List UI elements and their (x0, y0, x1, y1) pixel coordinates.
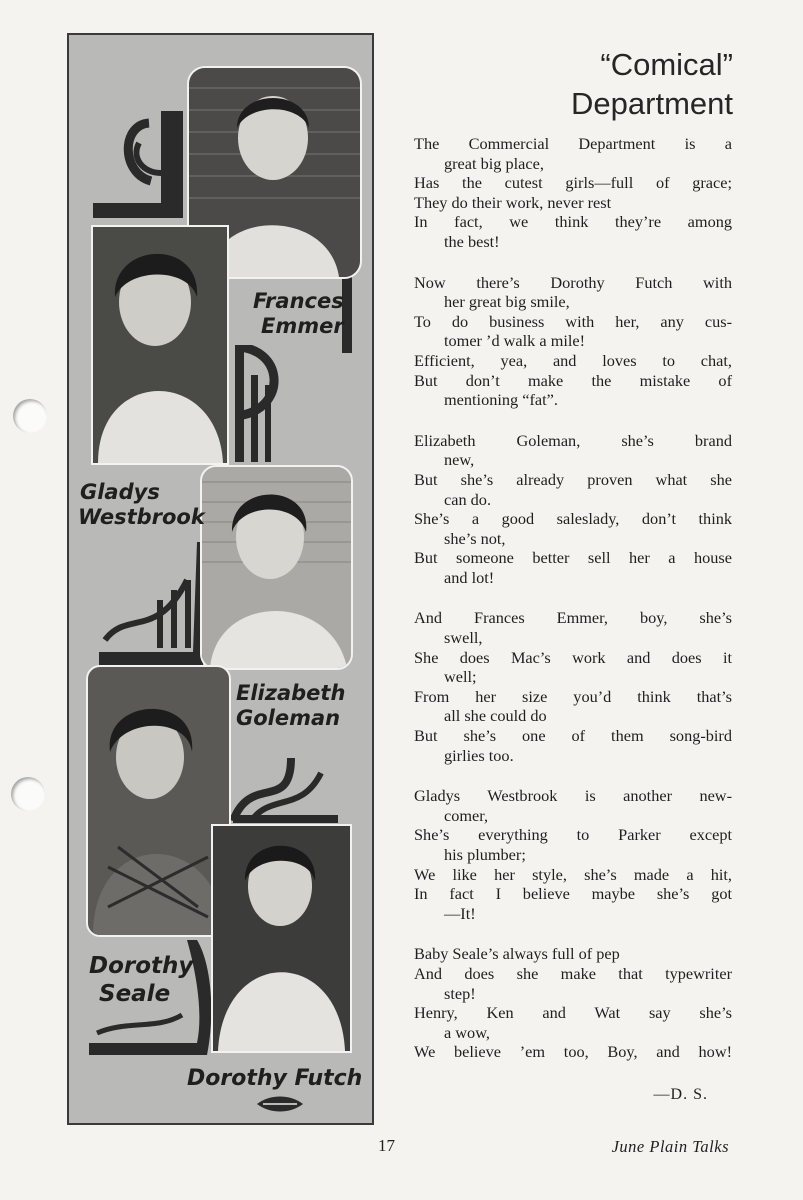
label-frances-emmer: Frances Emmer (253, 289, 344, 338)
poem-line: can do. (444, 489, 492, 509)
poem-line: mentioning “fat”. (444, 390, 558, 410)
poem-line: In fact, we think they’re among (414, 212, 732, 232)
poem-line: his plumber; (444, 845, 526, 864)
art-deco-ornament-lower-left (97, 540, 205, 668)
label-gladys-westbrook: Gladys Westbrook (78, 480, 205, 529)
label-elizabeth-goleman: Elizabeth Goleman (236, 681, 346, 730)
poem-line: But someone better sell her a house (414, 548, 732, 568)
poem-line: all she could do (444, 706, 547, 726)
poem-stanza (414, 944, 732, 1062)
photo-gladys-westbrook (91, 225, 229, 465)
poem (414, 134, 732, 1083)
photo-dorothy-seale (86, 665, 231, 937)
poem-line: We believe ’em too, Boy, and how! (414, 1042, 732, 1062)
poem-line: She’s a good saleslady, don’t think (414, 509, 732, 529)
poem-line: In fact I believe maybe she’s got (414, 884, 732, 904)
poem-line: she’s not, (444, 528, 506, 548)
poem-line: And Frances Emmer, boy, she’s (414, 608, 732, 628)
poem-line: Gladys Westbrook is another new- (414, 786, 732, 806)
poem-line: She does Mac’s work and does it (414, 647, 732, 667)
poem-line: girlies too. (444, 745, 514, 765)
poem-line: the best! (444, 231, 500, 251)
poem-stanza (414, 608, 732, 765)
binder-hole-bottom (11, 777, 45, 811)
poem-line: But she’s one of them song-bird (414, 726, 732, 746)
poem-stanza (414, 134, 732, 252)
label-dorothy-futch: Dorothy Futch (187, 1066, 363, 1091)
poem-stanza (414, 273, 732, 410)
poem-line: Has the cutest girls—full of grace; (414, 173, 732, 193)
poem-line: Elizabeth Goleman, she’s brand (414, 430, 732, 450)
poem-stanza (414, 431, 732, 588)
poem-line: Henry, Ken and Wat say she’s (414, 1003, 732, 1023)
poem-line: new, (444, 450, 475, 470)
poem-line: Baby Seale’s always full of pep (414, 944, 620, 964)
poem-line: a wow, (444, 1022, 490, 1042)
poem-stanza (414, 786, 732, 923)
photo-dorothy-futch (211, 824, 352, 1053)
poem-line: comer, (444, 805, 489, 825)
poem-line: But don’t make the mistake of (414, 370, 732, 390)
poem-line: and lot! (444, 567, 495, 587)
poem-line: From her size you’d think that’s (414, 686, 732, 706)
poem-line: Now there’s Dorothy Futch with (414, 272, 732, 292)
page-title-line-1: “Comical” (600, 47, 733, 82)
photo-collage-panel (67, 33, 374, 1125)
poem-line: To do business with her, any cus- (414, 311, 732, 331)
poem-line: well; (444, 667, 477, 687)
poem-line: great big place, (444, 153, 544, 173)
label-dorothy-seale: Dorothy Seale (89, 953, 194, 1007)
page-title-line-2: Department (571, 86, 733, 121)
photo-elizabeth-goleman (200, 465, 353, 670)
poem-line: swell, (444, 628, 483, 648)
art-deco-ornament-lower-right (231, 753, 341, 825)
poem-line: Efficient, yea, and loves to chat, (414, 350, 732, 370)
signature: —D. S. (653, 1086, 708, 1103)
art-deco-ornament-middle (233, 345, 293, 465)
page-number: 17 (378, 1136, 395, 1155)
poem-line: —It! (444, 903, 476, 923)
poem-line: And does she make that typewriter (414, 963, 732, 983)
leaf-flourish-icon (255, 1094, 305, 1114)
publication-title: June Plain Talks (611, 1137, 729, 1156)
poem-line: She’s everything to Parker except (414, 825, 732, 845)
poem-line: her great big smile, (444, 292, 570, 312)
poem-line: tomer ’d walk a mile! (444, 331, 586, 351)
poem-line: step! (444, 983, 476, 1003)
poem-line: They do their work, never rest (414, 192, 612, 212)
poem-line: But she’s already proven what she (414, 469, 732, 489)
binder-hole-top (13, 399, 47, 433)
poem-line: We like her style, she’s made a hit, (414, 864, 732, 884)
poem-line: The Commercial Department is a (414, 134, 732, 153)
